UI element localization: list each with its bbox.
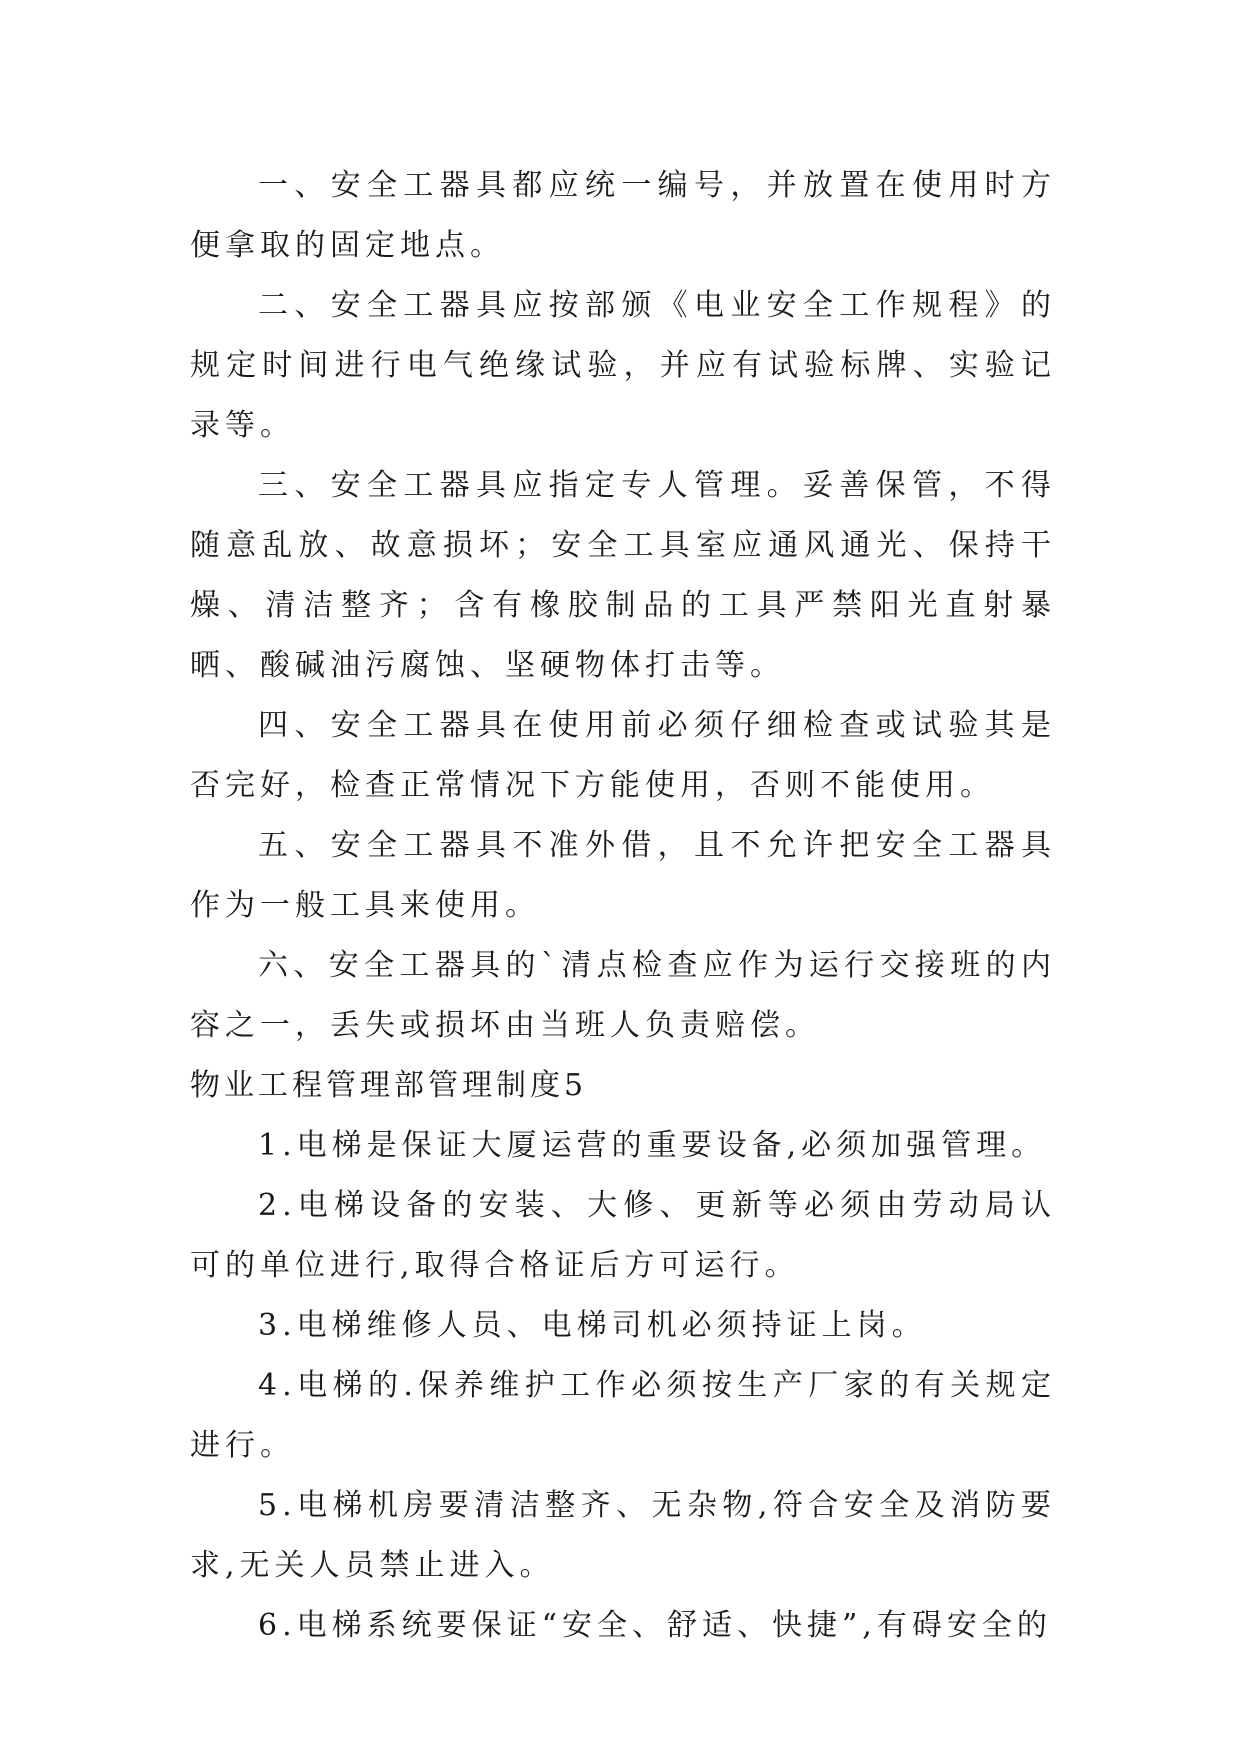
paragraph-8: 2.电梯设备的安装、大修、更新等必须由劳动局认可的单位进行,取得合格证后方可运行。	[190, 1188, 1056, 1283]
paragraph-4: 四、安全工器具在使用前必须仔细检查或试验其是否完好，检查正常情况下方能使用，否则不能使用。	[190, 708, 1056, 803]
paragraph-12: 6.电梯系统要保证“安全、舒适、快捷”,有碍安全的	[258, 1608, 1052, 1643]
paragraph-9: 3.电梯维修人员、电梯司机必须持证上岗。	[258, 1308, 927, 1343]
paragraph-3: 三、安全工器具应指定专人管理。妥善保管，不得随意乱放、故意损坏；安全工具室应通风通光、保持干燥、清洁整齐；含有橡胶制品的工具严禁阳光直射暴晒、酸碱油污腐蚀、坚硬物体打击等。	[190, 468, 1056, 683]
paragraph-11: 5.电梯机房要清洁整齐、无杂物,符合安全及消防要求,无关人员禁止进入。	[190, 1488, 1056, 1583]
paragraph-10: 4.电梯的.保养维护工作必须按生产厂家的有关规定进行。	[190, 1368, 1056, 1463]
document-body	[190, 156, 1056, 1656]
paragraph-1: 一、安全工器具都应统一编号，并放置在使用时方便拿取的固定地点。	[190, 168, 1056, 263]
paragraph-2: 二、安全工器具应按部颁《电业安全工作规程》的规定时间进行电气绝缘试验，并应有试验标牌、实验记录等。	[190, 288, 1056, 443]
paragraph-5: 五、安全工器具不准外借，且不允许把安全工器具作为一般工具来使用。	[190, 828, 1056, 923]
section-heading: 物业工程管理部管理制度5	[190, 1068, 588, 1103]
paragraph-7: 1.电梯是保证大厦运营的重要设备,必须加强管理。	[258, 1128, 1047, 1163]
paragraph-6: 六、安全工器具的`清点检查应作为运行交接班的内容之一，丢失或损坏由当班人负责赔偿。	[190, 948, 1056, 1043]
